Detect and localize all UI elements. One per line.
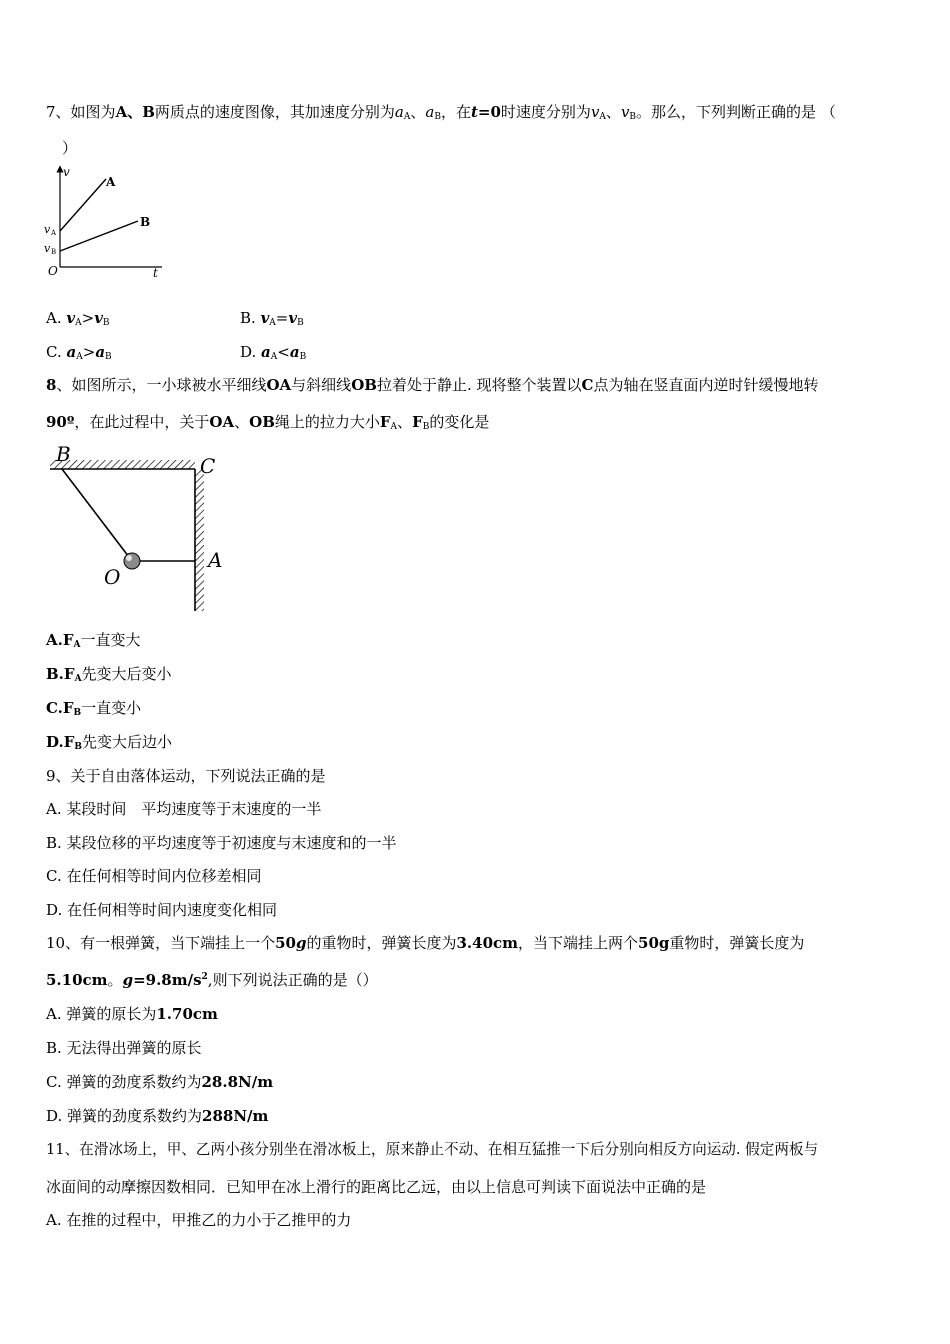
q10-stem-line2: 5.10cm。$g=9.8m/s^2$,则下列说法正确的是（） [46,971,378,989]
line-b [60,221,138,251]
va-label: v [44,223,51,236]
label-a: A [208,548,223,572]
ceiling-hatch [50,460,195,469]
q8-option-b[interactable]: $B.F_A$先变大后变小 [46,665,172,684]
t-axis-label: t [153,266,158,280]
vb-label: v [44,242,51,255]
q7-option-c[interactable]: C. $a_A>a_B$ [46,343,112,362]
line-a [60,179,106,231]
q9-option-a[interactable]: A. 某段时间 平均速度等于末速度的一半 [46,800,322,818]
q7-stem-line2: ） [62,139,78,157]
q10-option-d[interactable]: D. 弹簧的劲度系数约为288N/m [46,1107,269,1125]
q8-option-a[interactable]: $A.F_A$一直变大 [46,631,141,650]
q11-stem-line1: 11、在滑冰场上，甲、乙两小孩分别坐在滑冰板上，原来静止不动、在相互猛推一下后分别向相反方向运动. 假定两板与 [46,1141,819,1158]
q8-stem-line2: 90º，在此过程中，关于OA、OB绳上的拉力大小$F_A$、$F_B$的变化是 [46,413,490,432]
q9-option-c[interactable]: C. 在任何相等时间内位移差相同 [46,867,262,885]
q7-option-d[interactable]: D. $a_A<a_B$ [240,343,307,362]
va-label-sub: A [51,229,57,237]
wall-hatch [195,469,204,611]
line-a-label: A [106,175,116,189]
q8-rope-figure [40,440,230,620]
line-b-label: B [140,215,151,229]
q11-option-a[interactable]: A. 在推的过程中，甲推乙的力小于乙推甲的力 [46,1211,352,1229]
q10-option-c[interactable]: C. 弹簧的劲度系数约为28.8N/m [46,1073,274,1091]
q11-stem-line2: 冰面间的动摩擦因数相同．已知甲在冰上滑行的距离比乙远，由以上信息可判读下面说法中正确的是 [46,1178,707,1196]
q8-stem-line1: 8、如图所示，一小球被水平细线OA与斜细线OB拉着处于静止. 现将整个装置以C点为轴在竖直面内逆时针缓慢地转 [46,376,819,394]
q10-option-a[interactable]: A. 弹簧的原长为1.70cm [46,1005,218,1023]
q7-stem-line1: 7、如图为A、B两质点的速度图像，其加速度分别为$a_A$、$a_B$，在t=0时速度分别为$v_A$、$v_B$。那么，下列判断正确的是 （ [46,103,836,122]
label-c: C [200,454,216,478]
label-o: O [104,565,121,589]
rope-ob [62,469,132,561]
q7-velocity-graph [40,165,170,285]
label-b: B [56,442,71,466]
q9-stem: 9、关于自由落体运动，下列说法正确的是 [46,767,326,785]
q10-option-b[interactable]: B. 无法得出弹簧的原长 [46,1039,202,1057]
q7-option-b[interactable]: B. $v_A=v_B$ [240,309,304,328]
q7-option-a[interactable]: A. $v_A>v_B$ [46,309,110,328]
vb-label-sub: B [51,248,57,256]
q9-option-d[interactable]: D. 在任何相等时间内速度变化相同 [46,901,278,919]
v-axis-label: v [63,165,70,179]
origin-label: O [48,264,58,278]
q8-option-d[interactable]: $D.F_B$先变大后边小 [46,733,172,752]
q8-option-c[interactable]: $C.F_B$一直变小 [46,699,142,718]
ball [124,553,140,569]
q9-option-b[interactable]: B. 某段位移的平均速度等于初速度与末速度和的一半 [46,834,397,852]
q10-stem-line1: 10、有一根弹簧，当下端挂上一个50g的重物时，弹簧长度为3.40cm，当下端挂上两个50g重物时，弹簧长度为 [46,934,805,952]
